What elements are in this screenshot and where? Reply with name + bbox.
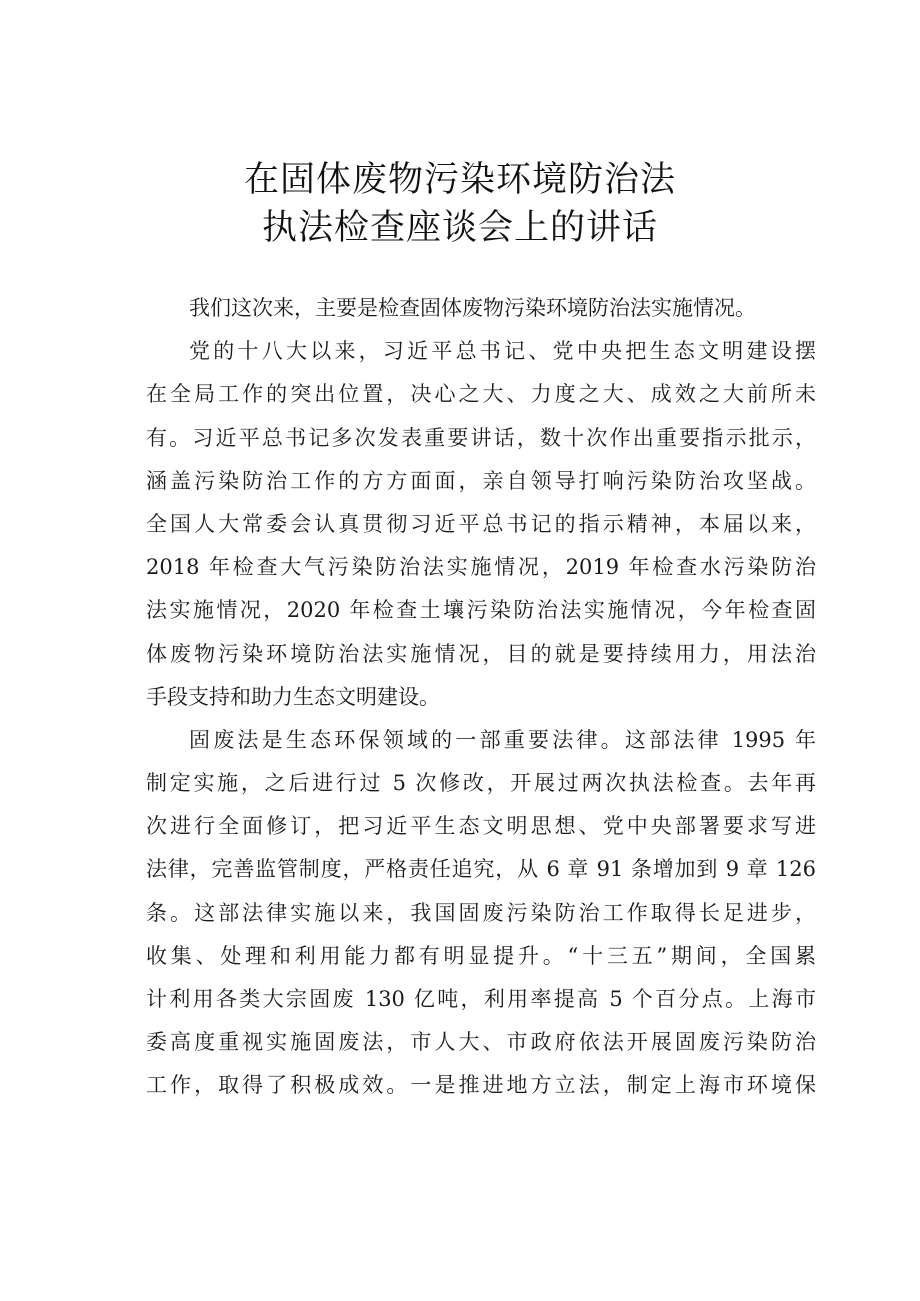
- paragraph-2-line: 法实施情况，2020 年检查土壤污染防治法实施情况，今年检查固: [146, 598, 816, 623]
- paragraph-2-line: 手段支持和助力生态文明建设。: [146, 684, 440, 709]
- paragraph-3-line: 法律，完善监管制度，严格责任追究，从 6 章 91 条增加到 9 章 126: [146, 857, 816, 882]
- paragraph-2-line: 涵盖污染防治工作的方方面面，亲自领导打响污染防治攻坚战。: [146, 468, 816, 493]
- paragraph-2-line: 在全局工作的突出位置，决心之大、力度之大、成效之大前所未: [146, 382, 816, 407]
- title-line-1: 在固体废物污染环境防治法: [243, 160, 676, 200]
- paragraph-2-line: 体废物污染环境防治法实施情况，目的就是要持续用力，用法治: [146, 641, 816, 666]
- paragraph-3-line: 制定实施，之后进行过 5 次修改，开展过两次执法检查。去年再: [146, 771, 816, 796]
- title-line-2: 执法检查座谈会上的讲话: [261, 208, 658, 248]
- paragraph-3-line: 计利用各类大宗固废 130 亿吨，利用率提高 5 个百分点。上海市: [146, 987, 816, 1011]
- paragraph-3-line: 工作，取得了积极成效。一是推进地方立法，制定上海市环境保: [146, 1073, 816, 1098]
- paragraph-3-line: 条。这部法律实施以来，我国固废污染防治工作取得长足进步，: [146, 900, 816, 925]
- paragraph-3-line: 委高度重视实施固废法，市人大、市政府依法开展固废污染防治: [146, 1030, 816, 1055]
- document-title: [0, 156, 920, 252]
- paragraph-2-line: 全国人大常委会认真贯彻习近平总书记的指示精神，本届以来，: [146, 511, 816, 536]
- paragraph-2-line: 2018 年检查大气污染防治法实施情况，2019 年检查水污染防治: [146, 555, 816, 580]
- paragraph-3-line: 收集、处理和利用能力都有明显提升。“十三五”期间，全国累: [146, 943, 816, 968]
- body-text: [146, 287, 816, 1108]
- paragraph-3-line: 固废法是生态环保领域的一部重要法律。这部法律 1995 年: [189, 727, 816, 752]
- paragraph-3-line: 次进行全面修订，把习近平生态文明思想、党中央部署要求写进: [146, 814, 816, 839]
- paragraph-2-line: 党的十八大以来，习近平总书记、党中央把生态文明建设摆: [189, 339, 816, 364]
- paragraph-1-line: 我们这次来，主要是检查固体废物污染环境防治法实施情况。: [189, 296, 756, 320]
- paragraph-2-line: 有。习近平总书记多次发表重要讲话，数十次作出重要指示批示，: [146, 425, 816, 450]
